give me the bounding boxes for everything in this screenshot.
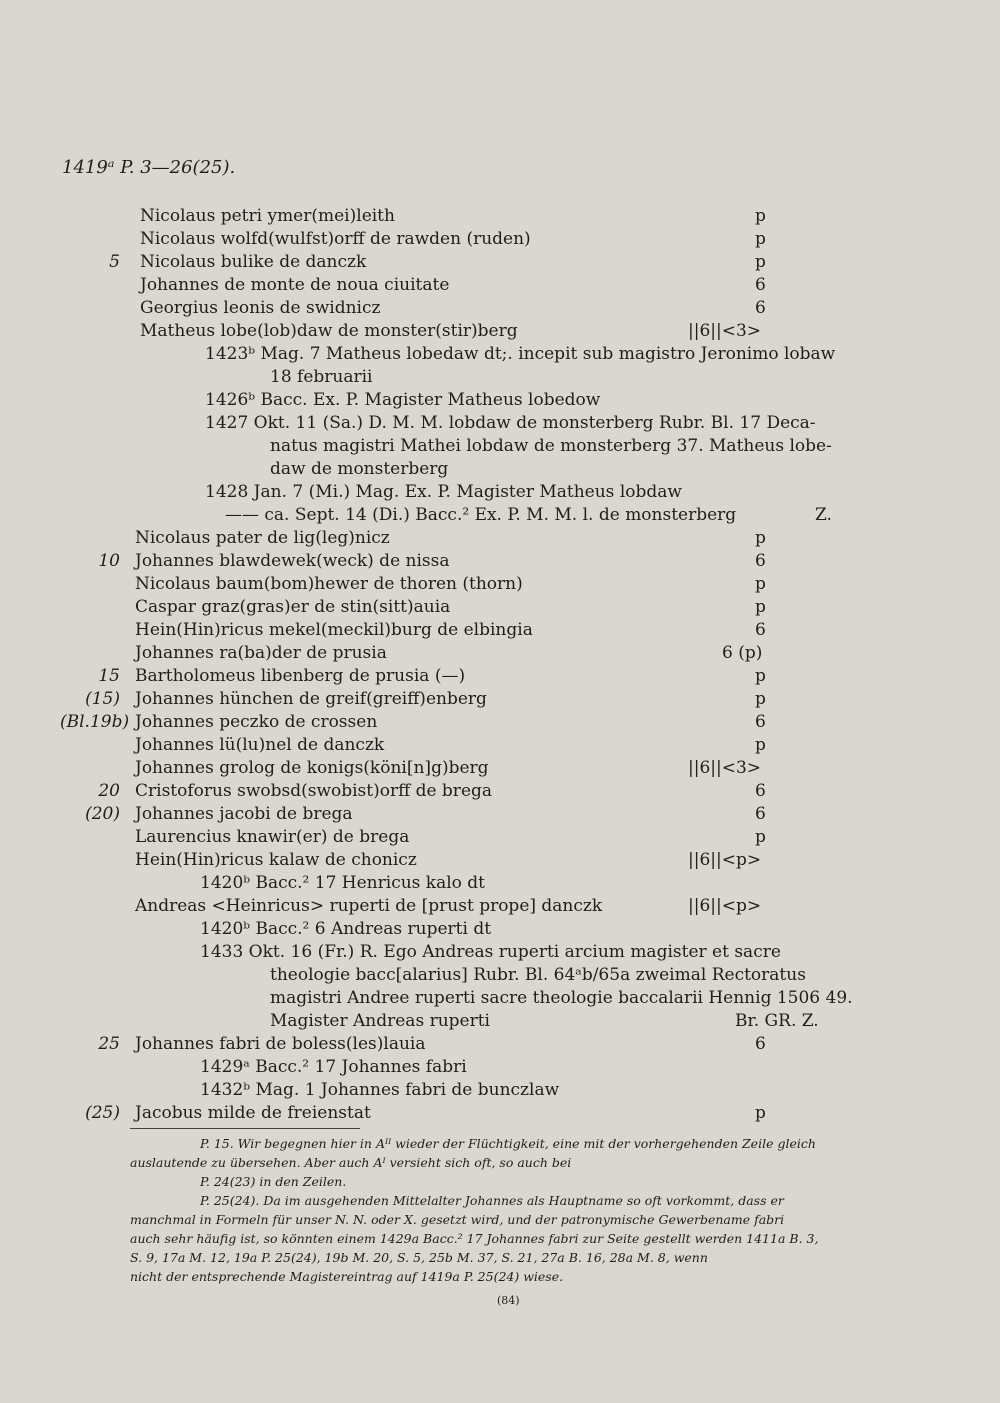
footnote-line: P. 15. Wir begegnen hier in Aᴵᴵ wieder der Flüchtigkeit, eine mit der vorhergehenden Zeile gleich — [200, 1136, 816, 1151]
status-code: 6 — [755, 1034, 766, 1054]
entry-text: —— ca. Sept. 14 (Di.) Bacc.² Ex. P. M. M. l. de monsterberg — [225, 505, 737, 525]
status-code: ||6||<3> — [688, 758, 762, 778]
status-code: 6 — [755, 298, 766, 318]
status-code: 6 — [755, 551, 766, 571]
entry-text: 18 februarii — [270, 367, 373, 387]
status-code: 6 — [755, 804, 766, 824]
entry-text: Nicolaus bulike de danczk — [140, 252, 367, 272]
line-number: (25) — [85, 1103, 120, 1123]
status-code: p — [755, 735, 766, 755]
entry-text: Jacobus milde de freienstat — [135, 1103, 371, 1123]
footnote-line: P. 24(23) in den Zeilen. — [200, 1174, 347, 1189]
entry-text: Nicolaus baum(bom)hewer de thoren (thorn) — [135, 574, 523, 594]
line-number: (20) — [85, 804, 120, 824]
entry-text: Nicolaus wolfd(wulfst)orff de rawden (ruden) — [140, 229, 531, 249]
entry-text: 1427 Okt. 11 (Sa.) D. M. M. lobdaw de monsterberg Rubr. Bl. 17 Deca- — [205, 413, 816, 433]
footnote-line: auslautende zu übersehen. Aber auch Aᴵ versieht sich oft, so auch bei — [130, 1155, 572, 1170]
entry-text: Hein(Hin)ricus mekel(meckil)burg de elbingia — [135, 620, 533, 640]
status-code: p — [755, 1103, 766, 1123]
page-header: 1419ᵃ P. 3—26(25). — [62, 157, 236, 178]
entry-text: Cristoforus swobsd(swobist)orff de brega — [135, 781, 493, 801]
status-code: p — [755, 597, 766, 617]
entry-text: 1426ᵇ Bacc. Ex. P. Magister Matheus lobedow — [205, 390, 601, 410]
entry-text: daw de monsterberg — [270, 459, 449, 479]
status-code: 6 — [755, 275, 766, 295]
entry-text: Nicolaus petri ymer(mei)leith — [140, 206, 395, 226]
line-number: 20 — [98, 781, 120, 801]
status-code: p — [755, 229, 766, 249]
status-code: p — [755, 689, 766, 709]
status-code: ||6||<p> — [688, 850, 762, 870]
status-code: 6 — [755, 712, 766, 732]
status-code: p — [755, 574, 766, 594]
line-number: 25 — [98, 1034, 120, 1054]
entry-text: 1420ᵇ Bacc.² 6 Andreas ruperti dt — [200, 919, 492, 939]
status-code: 6 — [755, 620, 766, 640]
status-code: ||6||<3> — [688, 321, 762, 341]
entry-text: Johannes de monte de noua ciuitate — [140, 275, 450, 295]
page-number: (84) — [497, 1294, 520, 1307]
entry-text: Laurencius knawir(er) de brega — [135, 827, 410, 847]
entry-text: Johannes lü(lu)nel de danczk — [135, 735, 385, 755]
footnote-line: auch sehr häufig ist, so könnten einem 1429a Bacc.² 17 Johannes fabri zur Seite gestellt werden 1411a B. 3, — [130, 1231, 819, 1246]
entry-text: Johannes ra(ba)der de prusia — [135, 643, 387, 663]
status-code: 6 — [755, 781, 766, 801]
entry-text: Andreas <Heinricus> ruperti de [prust prope] danczk — [135, 896, 603, 916]
footnote-line: nicht der entsprechende Magistereintrag auf 1419a P. 25(24) wiese. — [130, 1269, 564, 1284]
entry-text: Johannes peczko de crossen — [135, 712, 378, 732]
line-number: (Bl.19b) — [60, 712, 130, 732]
entry-text: Nicolaus pater de lig(leg)nicz — [135, 528, 390, 548]
entry-text: Hein(Hin)ricus kalaw de chonicz — [135, 850, 417, 870]
entry-text: Johannes grolog de konigs(köni[n]g)berg — [135, 758, 489, 778]
status-code: p — [755, 206, 766, 226]
entry-text: 1429ᵃ Bacc.² 17 Johannes fabri — [200, 1057, 467, 1077]
line-number: 5 — [109, 252, 120, 272]
entry-text: Magister Andreas ruperti — [270, 1011, 490, 1031]
line-number: (15) — [85, 689, 120, 709]
footnote-line: manchmal in Formeln für unser N. N. oder X. gesetzt wird, und der patronymische Gewerbename fabri — [130, 1212, 785, 1227]
entry-text: natus magistri Mathei lobdaw de monsterberg 37. Matheus lobe- — [270, 436, 832, 456]
entry-text: Georgius leonis de swidnicz — [140, 298, 381, 318]
entry-text: 1432ᵇ Mag. 1 Johannes fabri de bunczlaw — [200, 1080, 560, 1100]
status-code: Z. — [815, 505, 832, 525]
status-code: ||6||<p> — [688, 896, 762, 916]
status-code: p — [755, 528, 766, 548]
footnote-rule — [130, 1128, 360, 1129]
entry-text: Johannes fabri de boless(les)lauia — [135, 1034, 426, 1054]
status-code: p — [755, 252, 766, 272]
entry-text: Bartholomeus libenberg de prusia (—) — [135, 666, 466, 686]
entry-text: 1423ᵇ Mag. 7 Matheus lobedaw dt;. incepit sub magistro Jeronimo lobaw — [205, 344, 836, 364]
status-code: 6 (p) — [722, 643, 763, 663]
status-code: p — [755, 827, 766, 847]
entry-text: Caspar graz(gras)er de stin(sitt)auia — [135, 597, 451, 617]
entry-text: theologie bacc[alarius] Rubr. Bl. 64ᵃb/65a zweimal Rectoratus — [270, 965, 806, 985]
line-number: 15 — [98, 666, 120, 686]
entry-text: Johannes jacobi de brega — [135, 804, 353, 824]
entry-text: 1428 Jan. 7 (Mi.) Mag. Ex. P. Magister Matheus lobdaw — [205, 482, 682, 502]
status-code: p — [755, 666, 766, 686]
entry-text: Johannes hünchen de greif(greiff)enberg — [135, 689, 487, 709]
status-code: Br. GR. Z. — [735, 1011, 819, 1031]
line-number: 10 — [98, 551, 120, 571]
entry-text: magistri Andree ruperti sacre theologie baccalarii Hennig 1506 49. — [270, 988, 853, 1008]
entry-text: Johannes blawdewek(weck) de nissa — [135, 551, 450, 571]
entry-text: 1420ᵇ Bacc.² 17 Henricus kalo dt — [200, 873, 486, 893]
footnote-line: P. 25(24). Da im ausgehenden Mittelalter Johannes als Hauptname so oft vorkommt, dass er — [200, 1193, 784, 1208]
entry-text: Matheus lobe(lob)daw de monster(stir)berg — [140, 321, 518, 341]
footnote-line: S. 9, 17a M. 12, 19a P. 25(24), 19b M. 20, S. 5, 25b M. 37, S. 21, 27a B. 16, 28a M. 8, wenn — [130, 1250, 708, 1265]
entry-text: 1433 Okt. 16 (Fr.) R. Ego Andreas ruperti arcium magister et sacre — [200, 942, 781, 962]
